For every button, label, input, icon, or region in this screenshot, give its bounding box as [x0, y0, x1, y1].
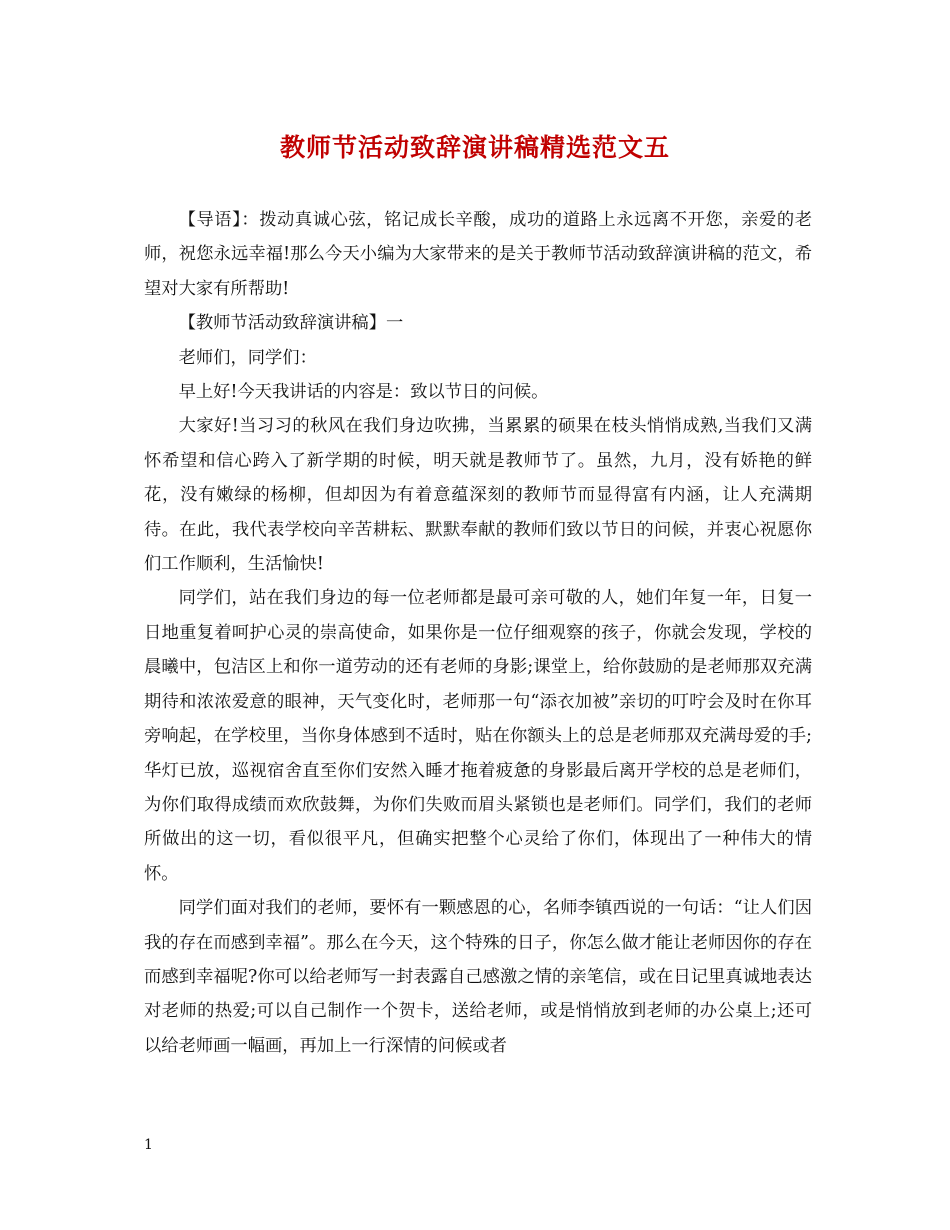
paragraph-body: 同学们，站在我们身边的每一位老师都是最可亲可敬的人，她们年复一年，日复一日地重复着呵护心灵的崇高使命，如果你是一位仔细观察的孩子，你就会发现，学校的晨曦中，包洁区上和你一道劳动的还有老师的身影;课堂上，给你鼓励的是老师那双充满期待和浓浓爱意的眼神，天气变化时，老师那一句“添衣加被”亲切的叮咛会及时在你耳旁响起，在学校里，当你身体感到不适时，贴在你额头上的总是老师那双充满母爱的手;华灯已放，巡视宿舍直至你们安然入睡才拖着疲惫的身影最后离开学校的总是老师们，为你们取得成绩而欢欣鼓舞，为你们失败而眉头紧锁也是老师们。同学们，我们的老师所做出的这一切，看似很平凡，但确实把整个心灵给了你们，体现出了一种伟大的情怀。: [144, 588, 812, 884]
document-title: 教师节活动致辞演讲稿精选范文五: [279, 133, 670, 162]
paragraph-greeting: 早上好!今天我讲话的内容是：致以节日的问候。: [178, 382, 549, 403]
document-body: [144, 203, 812, 1063]
paragraph-section-heading: 【教师节活动致辞演讲稿】一: [178, 313, 404, 334]
page-number: 1: [144, 1137, 153, 1153]
paragraph-body: 同学们面对我们的老师，要怀有一颗感恩的心，名师李镇西说的一句话：“让人们因我的存在而感到幸福”。那么在今天，这个特殊的日子，你怎么做才能让老师因你的存在而感到幸福呢?你可以给老师写一封表露自己感激之情的亲笔信，或在日记里真诚地表达对老师的热爱;可以自己制作一个贺卡，送给老师，或是悄悄放到老师的办公桌上;还可以给老师画一幅画，再加上一行深情的问候或者: [144, 898, 812, 1056]
paragraph-salutation: 老师们，同学们：: [178, 347, 317, 368]
paragraph-intro: 【导语】：拨动真诚心弦，铭记成长辛酸，成功的道路上永远离不开您，亲爱的老师，祝您永远幸福!那么今天小编为大家带来的是关于教师节活动致辞演讲稿的范文，希望对大家有所帮助!: [144, 210, 812, 299]
paragraph-body: 大家好!当习习的秋风在我们身边吹拂，当累累的硕果在枝头悄悄成熟,当我们又满怀希望和信心跨入了新学期的时候，明天就是教师节了。虽然，九月，没有娇艳的鲜花，没有嫩绿的杨柳，但却因为有着意蕴深刻的教师节而显得富有内涵，让人充满期待。在此，我代表学校向辛苦耕耘、默默奉献的教师们致以节日的问候，并衷心祝愿你们工作顺利，生活愉快!: [144, 416, 812, 575]
